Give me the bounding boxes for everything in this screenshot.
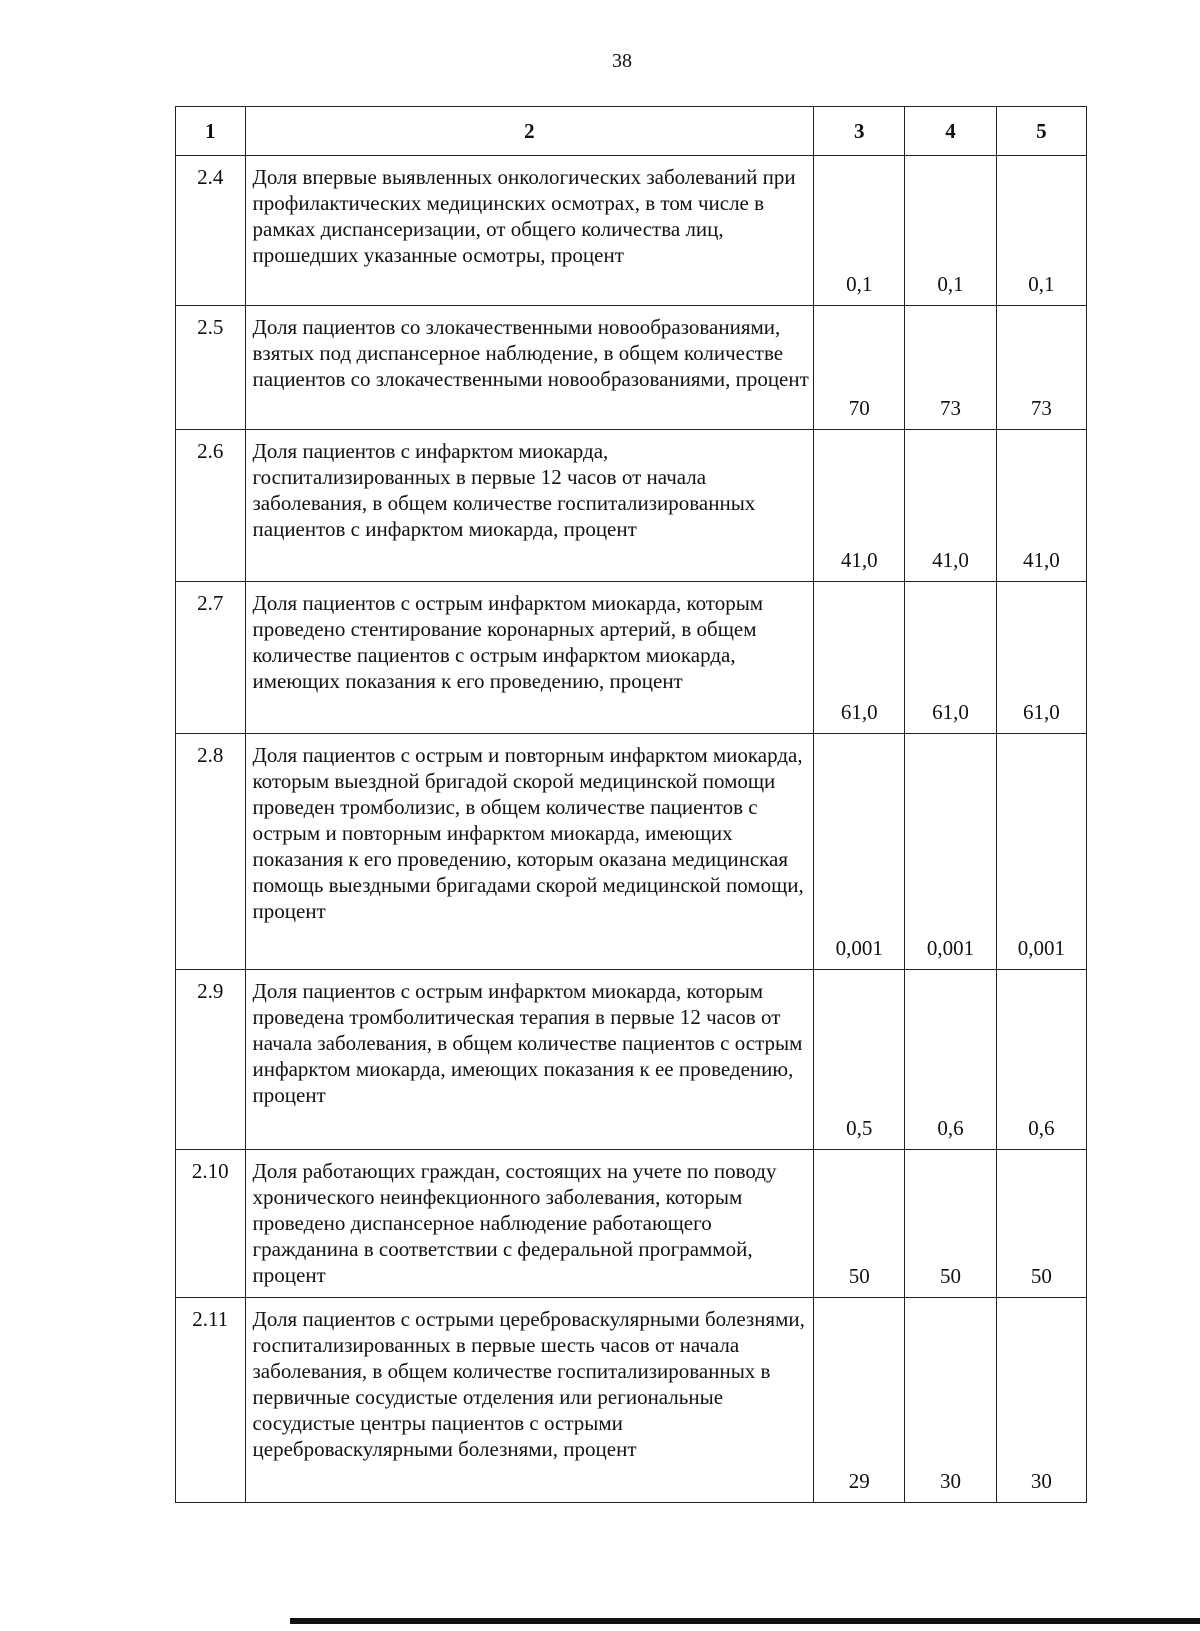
indicator-name: Доля впервые выявленных онкологических заболеваний при профилактических медицинских осмотрах, в том числе в рамках диспансеризации, от общего количества лиц, прошедших указанные осмотры, процент	[245, 156, 814, 306]
row-number: 2.4	[176, 156, 246, 306]
row-number: 2.5	[176, 306, 246, 430]
column-header: 4	[905, 107, 996, 156]
value-col-4: 61,0	[905, 582, 996, 734]
table-row	[176, 156, 1087, 306]
value-col-3: 29	[814, 1298, 905, 1503]
value-col-3: 50	[814, 1150, 905, 1298]
indicator-name: Доля пациентов с острым и повторным инфарктом миокарда, которым выездной бригадой скорой медицинской помощи проведен тромболизис, в общем количестве пациентов с острым и повторным инфарктом миокарда, имеющих показания к его проведению, которым оказана медицинская помощь выездными бригадами скорой медицинской помощи, процент	[245, 734, 814, 970]
table-row	[176, 970, 1087, 1150]
table-row	[176, 734, 1087, 970]
value-col-4: 73	[905, 306, 996, 430]
page-number: 38	[612, 50, 632, 72]
row-number: 2.8	[176, 734, 246, 970]
column-header: 5	[996, 107, 1086, 156]
row-number: 2.9	[176, 970, 246, 1150]
value-col-3: 61,0	[814, 582, 905, 734]
value-col-5: 61,0	[996, 582, 1086, 734]
value-col-3: 0,001	[814, 734, 905, 970]
indicator-name: Доля пациентов с острым инфарктом миокарда, которым проведена тромболитическая терапия в первые 12 часов от начала заболевания, в общем количестве пациентов с острым инфарктом миокарда, имеющих показания к ее проведению, процент	[245, 970, 814, 1150]
table-row	[176, 1150, 1087, 1298]
row-number: 2.6	[176, 430, 246, 582]
table-row	[176, 430, 1087, 582]
indicator-name: Доля работающих граждан, состоящих на учете по поводу хронического неинфекционного заболевания, которым проведено диспансерное наблюдение работающего гражданина в соответствии с федеральной программой, процент	[245, 1150, 814, 1298]
value-col-3: 0,1	[814, 156, 905, 306]
value-col-4: 41,0	[905, 430, 996, 582]
value-col-4: 0,001	[905, 734, 996, 970]
row-number: 2.7	[176, 582, 246, 734]
value-col-5: 30	[996, 1298, 1086, 1503]
table-row	[176, 582, 1087, 734]
indicators-table	[175, 106, 1087, 1503]
table-header-row	[176, 107, 1087, 156]
value-col-3: 70	[814, 306, 905, 430]
column-header: 1	[176, 107, 246, 156]
scan-edge-bar	[290, 1618, 1200, 1624]
value-col-3: 41,0	[814, 430, 905, 582]
value-col-4: 0,1	[905, 156, 996, 306]
table-row	[176, 306, 1087, 430]
value-col-5: 41,0	[996, 430, 1086, 582]
column-header: 3	[814, 107, 905, 156]
column-header: 2	[245, 107, 814, 156]
value-col-5: 73	[996, 306, 1086, 430]
value-col-5: 0,1	[996, 156, 1086, 306]
value-col-4: 50	[905, 1150, 996, 1298]
value-col-5: 0,001	[996, 734, 1086, 970]
value-col-5: 50	[996, 1150, 1086, 1298]
table-row	[176, 1298, 1087, 1503]
indicator-name: Доля пациентов со злокачественными новообразованиями, взятых под диспансерное наблюдение, в общем количестве пациентов со злокачественными новообразованиями, процент	[245, 306, 814, 430]
indicator-name: Доля пациентов с острым инфарктом миокарда, которым проведено стентирование коронарных артерий, в общем количестве пациентов с острым инфарктом миокарда, имеющих показания к его проведению, процент	[245, 582, 814, 734]
value-col-3: 0,5	[814, 970, 905, 1150]
value-col-4: 30	[905, 1298, 996, 1503]
indicator-name: Доля пациентов с инфарктом миокарда, госпитализированных в первые 12 часов от начала заболевания, в общем количестве госпитализированных пациентов с инфарктом миокарда, процент	[245, 430, 814, 582]
row-number: 2.11	[176, 1298, 246, 1503]
value-col-5: 0,6	[996, 970, 1086, 1150]
value-col-4: 0,6	[905, 970, 996, 1150]
row-number: 2.10	[176, 1150, 246, 1298]
indicator-name: Доля пациентов с острыми цереброваскулярными болезнями, госпитализированных в первые шесть часов от начала заболевания, в общем количестве госпитализированных в первичные сосудистые отделения или региональные сосудистые центры пациентов с острыми цереброваскулярными болезнями, процент	[245, 1298, 814, 1503]
